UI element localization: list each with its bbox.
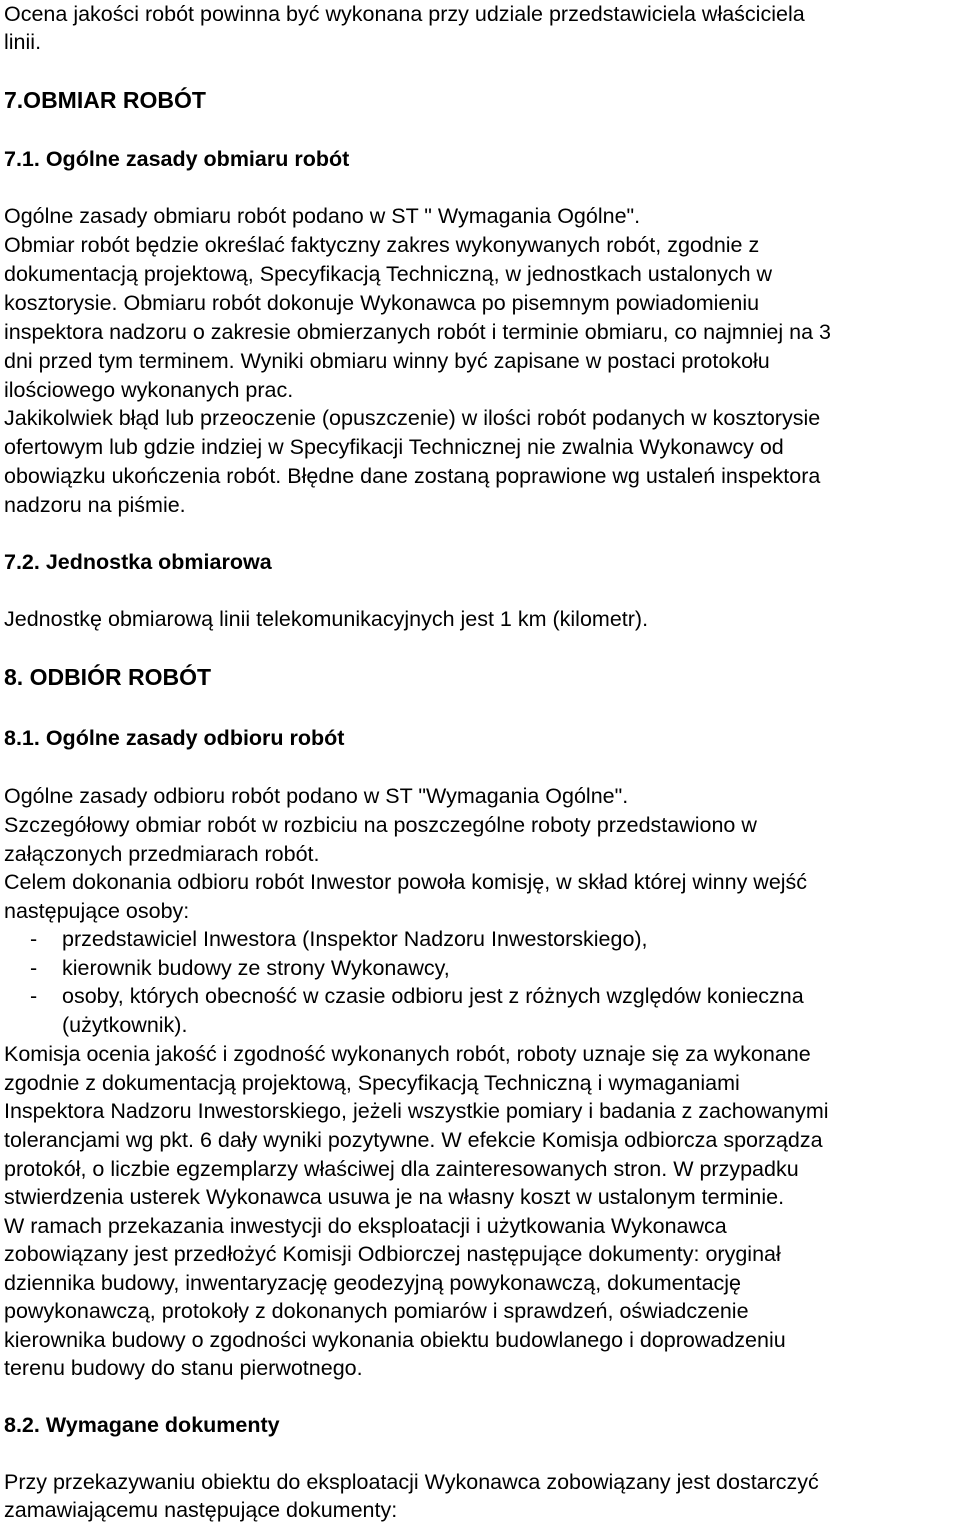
paragraph-line: dokumentacją projektową, Specyfikacją Techniczną, w jednostkach ustalonych w xyxy=(4,262,773,286)
paragraph-line: załączonych przedmiarach robót. xyxy=(4,842,320,866)
paragraph-line: kierownika budowy o zgodności wykonania obiektu budowlanego i doprowadzeniu xyxy=(4,1328,786,1352)
paragraph-line: zobowiązany jest przedłożyć Komisji Odbiorczej następujące dokumenty: oryginał xyxy=(4,1242,781,1266)
intro-line: linii. xyxy=(4,30,42,54)
bullet-dash: - xyxy=(30,984,38,1008)
list-item xyxy=(0,954,960,982)
paragraph-line: następujące osoby: xyxy=(4,899,190,923)
list-item-text: przedstawiciel Inwestora (Inspektor Nadzoru Inwestorskiego), xyxy=(62,927,648,951)
section-heading-7: 7.OBMIAR ROBÓT xyxy=(4,87,206,113)
paragraph-line: protokół, o liczbie egzemplarzy właściwej dla zainteresowanych stron. W przypadku xyxy=(4,1157,799,1181)
paragraph-line: Ogólne zasady odbioru robót podano w ST "Wymagania Ogólne". xyxy=(4,784,629,808)
paragraph-line: W ramach przekazania inwestycji do eksploatacji i użytkowania Wykonawca xyxy=(4,1214,727,1238)
paragraph-line: zamawiającemu następujące dokumenty: xyxy=(4,1498,398,1522)
paragraph-line: Jednostkę obmiarową linii telekomunikacyjnych jest 1 km (kilometr). xyxy=(4,607,649,631)
paragraph-line: Szczegółowy obmiar robót w rozbiciu na poszczególne roboty przedstawiono w xyxy=(4,813,757,837)
paragraph-line: Ogólne zasady obmiaru robót podano w ST " Wymagania Ogólne". xyxy=(4,204,641,228)
paragraph-line: ilościowego wykonanych prac. xyxy=(4,378,294,402)
bullet-dash: - xyxy=(30,956,38,980)
subsection-heading-7-1: 7.1. Ogólne zasady obmiaru robót xyxy=(4,147,350,171)
section-heading-8: 8. ODBIÓR ROBÓT xyxy=(4,664,212,690)
list-item-text: kierownik budowy ze strony Wykonawcy, xyxy=(62,956,450,980)
subsection-heading-7-2: 7.2. Jednostka obmiarowa xyxy=(4,550,272,574)
list-item-continuation: (użytkownik). xyxy=(62,1013,188,1037)
paragraph-line: tolerancjami wg pkt. 6 dały wyniki pozytywne. W efekcie Komisja odbiorcza sporządza xyxy=(4,1128,823,1152)
paragraph-line: Przy przekazywaniu obiektu do eksploatacji Wykonawca zobowiązany jest dostarczyć xyxy=(4,1470,819,1494)
list-item-text: osoby, których obecność w czasie odbioru jest z różnych względów konieczna xyxy=(62,984,804,1008)
subsection-heading-8-2: 8.2. Wymagane dokumenty xyxy=(4,1413,280,1437)
list-item xyxy=(0,982,960,1039)
paragraph-line: Jakikolwiek błąd lub przeoczenie (opuszczenie) w ilości robót podanych w kosztorysie xyxy=(4,406,821,430)
paragraph-line: nadzoru na piśmie. xyxy=(4,493,186,517)
paragraph-line: terenu budowy do stanu pierwotnego. xyxy=(4,1356,363,1380)
list-item xyxy=(0,925,960,953)
paragraph-line: dni przed tym terminem. Wyniki obmiaru winny być zapisane w postaci protokołu xyxy=(4,349,770,373)
intro-line: Ocena jakości robót powinna być wykonana przy udziale przedstawiciela właściciela xyxy=(4,2,805,26)
bullet-dash: - xyxy=(30,927,38,951)
paragraph-line: Celem dokonania odbioru robót Inwestor powoła komisję, w skład której winny wejść xyxy=(4,870,808,894)
subsection-heading-8-1: 8.1. Ogólne zasady odbioru robót xyxy=(4,726,345,750)
paragraph-line: Komisja ocenia jakość i zgodność wykonanych robót, roboty uznaje się za wykonane xyxy=(4,1042,811,1066)
paragraph-line: kosztorysie. Obmiaru robót dokonuje Wykonawca po pisemnym powiadomieniu xyxy=(4,291,760,315)
paragraph-line: powykonawczą, protokoły z dokonanych pomiarów i sprawdzeń, oświadczenie xyxy=(4,1299,749,1323)
paragraph-line: stwierdzenia usterek Wykonawca usuwa je na własny koszt w ustalonym terminie. xyxy=(4,1185,785,1209)
paragraph-line: dziennika budowy, inwentaryzację geodezyjną powykonawczą, dokumentację xyxy=(4,1271,742,1295)
paragraph-line: obowiązku ukończenia robót. Błędne dane zostaną poprawione wg ustaleń inspektora xyxy=(4,464,821,488)
paragraph-line: inspektora nadzoru o zakresie obmierzanych robót i terminie obmiaru, co najmniej na 3 xyxy=(4,320,831,344)
paragraph-line: ofertowym lub gdzie indziej w Specyfikacji Technicznej nie zwalnia Wykonawcy od xyxy=(4,435,784,459)
paragraph-line: zgodnie z dokumentacją projektową, Specyfikacją Techniczną i wymaganiami xyxy=(4,1071,740,1095)
paragraph-line: Inspektora Nadzoru Inwestorskiego, jeżeli wszystkie pomiary i badania z zachowanymi xyxy=(4,1099,829,1123)
paragraph-line: Obmiar robót będzie określać faktyczny zakres wykonywanych robót, zgodnie z xyxy=(4,233,760,257)
